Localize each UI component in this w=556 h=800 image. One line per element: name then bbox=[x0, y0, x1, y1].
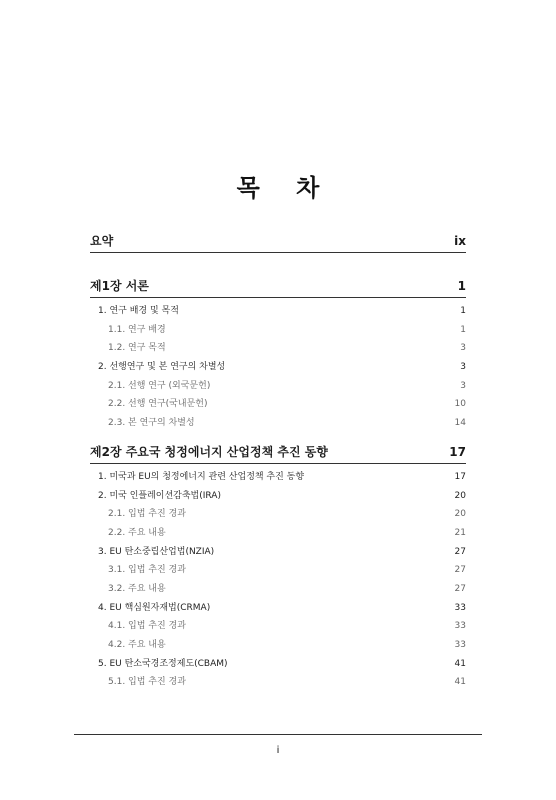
toc-summary-entry[interactable] bbox=[90, 232, 466, 250]
toc-summary-page: ix bbox=[454, 234, 466, 248]
toc-section-entry[interactable] bbox=[90, 468, 466, 487]
toc-section-list bbox=[90, 468, 466, 692]
toc-section-entry[interactable] bbox=[90, 358, 466, 377]
toc-subsection-entry[interactable] bbox=[90, 561, 466, 580]
toc-entry-label: 2. 미국 인플레이션감축법(IRA) bbox=[98, 490, 221, 501]
toc-entry-label: 5.1. 입법 추진 경과 bbox=[108, 677, 186, 688]
toc-entry-page: 1 bbox=[460, 324, 466, 335]
toc-chapter-label: 제2장 주요국 청정에너지 산업정책 추진 동향 bbox=[90, 444, 328, 459]
toc-subsection-entry[interactable] bbox=[90, 321, 466, 340]
toc-entry-label: 1.1. 연구 배경 bbox=[108, 324, 166, 335]
toc-entry-label: 4.1. 입법 추진 경과 bbox=[108, 621, 186, 632]
toc-section-entry[interactable] bbox=[90, 655, 466, 674]
toc-entry-label: 2.2. 주요 내용 bbox=[108, 527, 166, 538]
toc-chapter-block bbox=[90, 277, 466, 433]
toc-entry-label: 3.2. 주요 내용 bbox=[108, 583, 166, 594]
toc-chapters bbox=[90, 277, 466, 692]
toc-section-entry[interactable] bbox=[90, 543, 466, 562]
toc-subsection-entry[interactable] bbox=[90, 505, 466, 524]
toc-subsection-entry[interactable] bbox=[90, 673, 466, 692]
toc-chapter-label: 제1장 서론 bbox=[90, 279, 149, 293]
summary-divider bbox=[90, 252, 466, 253]
toc-entry-page: 10 bbox=[454, 399, 466, 410]
toc-entry-page: 33 bbox=[454, 602, 466, 613]
toc-entry-label: 1.2. 연구 목적 bbox=[108, 343, 166, 354]
toc-chapter-entry[interactable] bbox=[90, 443, 466, 461]
toc-chapter-page: 1 bbox=[457, 279, 466, 293]
toc-entry-page: 33 bbox=[454, 640, 466, 650]
toc-subsection-entry[interactable] bbox=[90, 524, 466, 543]
toc-chapter-block bbox=[90, 443, 466, 692]
toc-entry-label: 3. EU 탄소중립산업법(NZIA) bbox=[98, 546, 215, 557]
toc-subsection-entry[interactable] bbox=[90, 395, 466, 414]
toc-entry-page: 17 bbox=[454, 471, 466, 482]
toc-subsection-entry[interactable] bbox=[90, 414, 466, 433]
toc-entry-label: 2.2. 선행 연구(국내문헌) bbox=[108, 399, 208, 410]
toc-entry-label: 2.1. 입법 추진 경과 bbox=[108, 509, 186, 520]
toc-entry-page: 20 bbox=[454, 490, 466, 501]
toc-chapter-page: 17 bbox=[449, 444, 466, 459]
toc-subsection-entry[interactable] bbox=[90, 617, 466, 636]
toc-entry-label: 3.1. 입법 추진 경과 bbox=[108, 565, 186, 576]
toc-subsection-entry[interactable] bbox=[90, 636, 466, 655]
toc-entry-page: 41 bbox=[454, 658, 466, 669]
toc-entry-label: 4. EU 핵심원자재법(CRMA) bbox=[98, 602, 211, 613]
footer-page-number: i bbox=[276, 745, 280, 756]
toc-entry-page: 41 bbox=[454, 677, 466, 688]
toc-entry-page: 3 bbox=[460, 343, 466, 354]
toc-entry-label: 2.1. 선행 연구 (외국문헌) bbox=[108, 380, 211, 391]
toc-entry-page: 27 bbox=[454, 546, 466, 557]
page-title: 목 차 bbox=[236, 174, 334, 202]
chapter-divider bbox=[90, 297, 466, 298]
toc-entry-page: 1 bbox=[460, 306, 466, 316]
chapter-divider bbox=[90, 463, 466, 464]
toc-chapter-entry[interactable] bbox=[90, 277, 466, 295]
toc-entry-page: 3 bbox=[460, 362, 466, 373]
toc-entry-label: 5. EU 탄소국경조정제도(CBAM) bbox=[98, 658, 228, 669]
toc-entry-page: 27 bbox=[454, 583, 466, 594]
toc-subsection-entry[interactable] bbox=[90, 580, 466, 599]
toc-entry-label: 1. 미국과 EU의 청정에너지 관련 산업정책 추진 동향 bbox=[98, 471, 305, 482]
toc-entry-page: 21 bbox=[454, 527, 466, 538]
toc-entry-label: 2.3. 본 연구의 차별성 bbox=[108, 418, 195, 429]
toc-section-entry[interactable] bbox=[90, 302, 466, 321]
footer-divider bbox=[74, 734, 482, 735]
toc-entry-page: 14 bbox=[454, 418, 466, 429]
toc-entry-label: 4.2. 주요 내용 bbox=[108, 640, 166, 650]
toc-subsection-entry[interactable] bbox=[90, 339, 466, 358]
table-of-contents bbox=[90, 232, 466, 692]
toc-entry-page: 20 bbox=[454, 509, 466, 520]
toc-entry-label: 2. 선행연구 및 본 연구의 차별성 bbox=[98, 362, 226, 373]
toc-section-entry[interactable] bbox=[90, 599, 466, 618]
toc-subsection-entry[interactable] bbox=[90, 377, 466, 396]
toc-section-list bbox=[90, 302, 466, 433]
toc-section-entry[interactable] bbox=[90, 487, 466, 506]
toc-summary-label: 요약 bbox=[90, 234, 114, 248]
toc-entry-page: 3 bbox=[460, 380, 466, 391]
toc-entry-page: 27 bbox=[454, 565, 466, 576]
toc-entry-page: 33 bbox=[454, 621, 466, 632]
toc-entry-label: 1. 연구 배경 및 목적 bbox=[98, 306, 179, 316]
